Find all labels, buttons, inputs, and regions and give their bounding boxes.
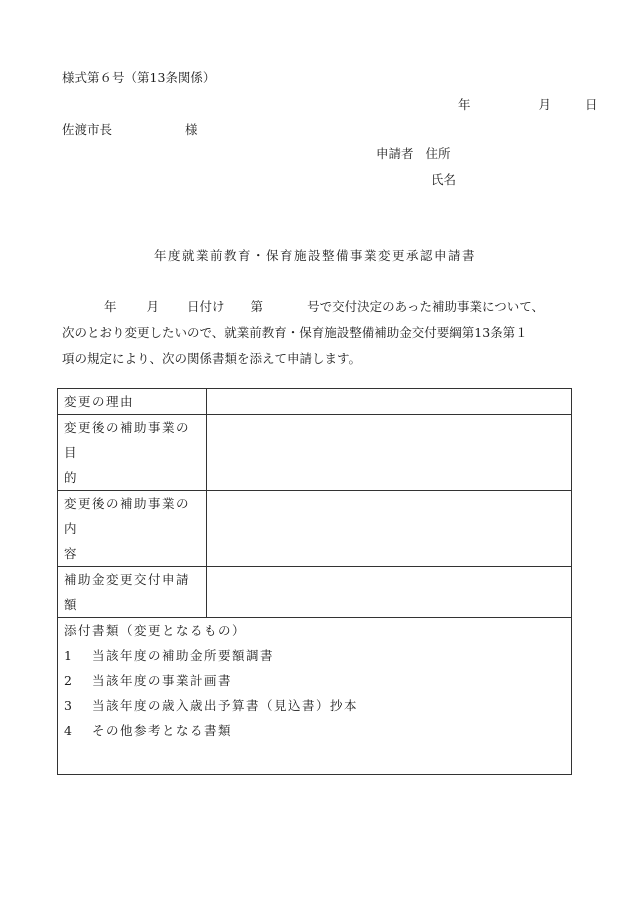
body-month: 月 bbox=[146, 299, 160, 314]
value-changed-content[interactable] bbox=[207, 491, 572, 567]
attachments-heading: 添付書類（変更となるもの） bbox=[64, 623, 247, 638]
label-change-amount: 補助金変更交付申請額 bbox=[58, 567, 207, 618]
value-change-amount[interactable] bbox=[207, 567, 572, 618]
address-label: 住所 bbox=[425, 146, 451, 161]
date-month-label: 月 bbox=[538, 97, 552, 112]
document-title: 年度就業前教育・保育施設整備事業変更承認申請書 bbox=[153, 248, 476, 263]
date-year-label: 年 bbox=[458, 97, 471, 112]
honorific: 様 bbox=[185, 122, 198, 137]
application-table bbox=[57, 388, 572, 775]
label-changed-content: 変更後の補助事業の内 容 bbox=[58, 491, 207, 567]
body-number-prefix: 第 bbox=[250, 299, 264, 314]
value-changed-purpose[interactable] bbox=[207, 415, 572, 491]
table-row bbox=[58, 567, 572, 618]
addressee bbox=[62, 120, 198, 138]
label-changed-purpose: 変更後の補助事業の目 的 bbox=[58, 415, 207, 491]
body-line-2: 次のとおり変更したいので、就業前教育・保育施設整備補助金交付要綱第13条第１ bbox=[62, 325, 528, 340]
body-line-3: 項の規定により、次の関係書類を添えて申請します。 bbox=[62, 351, 362, 366]
addressee-name: 佐渡市長 bbox=[62, 122, 113, 137]
body-date-suffix: 日付け bbox=[187, 299, 225, 314]
body-paragraph bbox=[62, 294, 544, 372]
applicant-block bbox=[376, 144, 451, 162]
date-day-label: 日 bbox=[585, 97, 598, 112]
body-year: 年 bbox=[104, 299, 117, 314]
attachments-cell bbox=[58, 618, 572, 775]
body-line1-rest: 号で交付決定のあった補助事業について、 bbox=[307, 299, 544, 314]
label-change-reason: 変更の理由 bbox=[58, 389, 207, 415]
attachments-row bbox=[58, 618, 572, 775]
list-item: 1 当該年度の補助金所要額調書 bbox=[64, 648, 275, 663]
table-row bbox=[58, 389, 572, 415]
body-line-1 bbox=[62, 294, 544, 320]
list-item: 4 その他参考となる書類 bbox=[64, 723, 233, 738]
date-line bbox=[458, 95, 598, 113]
table-row bbox=[58, 415, 572, 491]
value-change-reason[interactable] bbox=[207, 389, 572, 415]
name-label: 氏名 bbox=[431, 172, 457, 187]
form-number: 様式第６号（第13条関係） bbox=[62, 70, 216, 85]
list-item: 3 当該年度の歳入歳出予算書（見込書）抄本 bbox=[64, 698, 359, 713]
table-row bbox=[58, 491, 572, 567]
list-item: 2 当該年度の事業計画書 bbox=[64, 673, 233, 688]
applicant-label: 申請者 bbox=[376, 146, 414, 161]
